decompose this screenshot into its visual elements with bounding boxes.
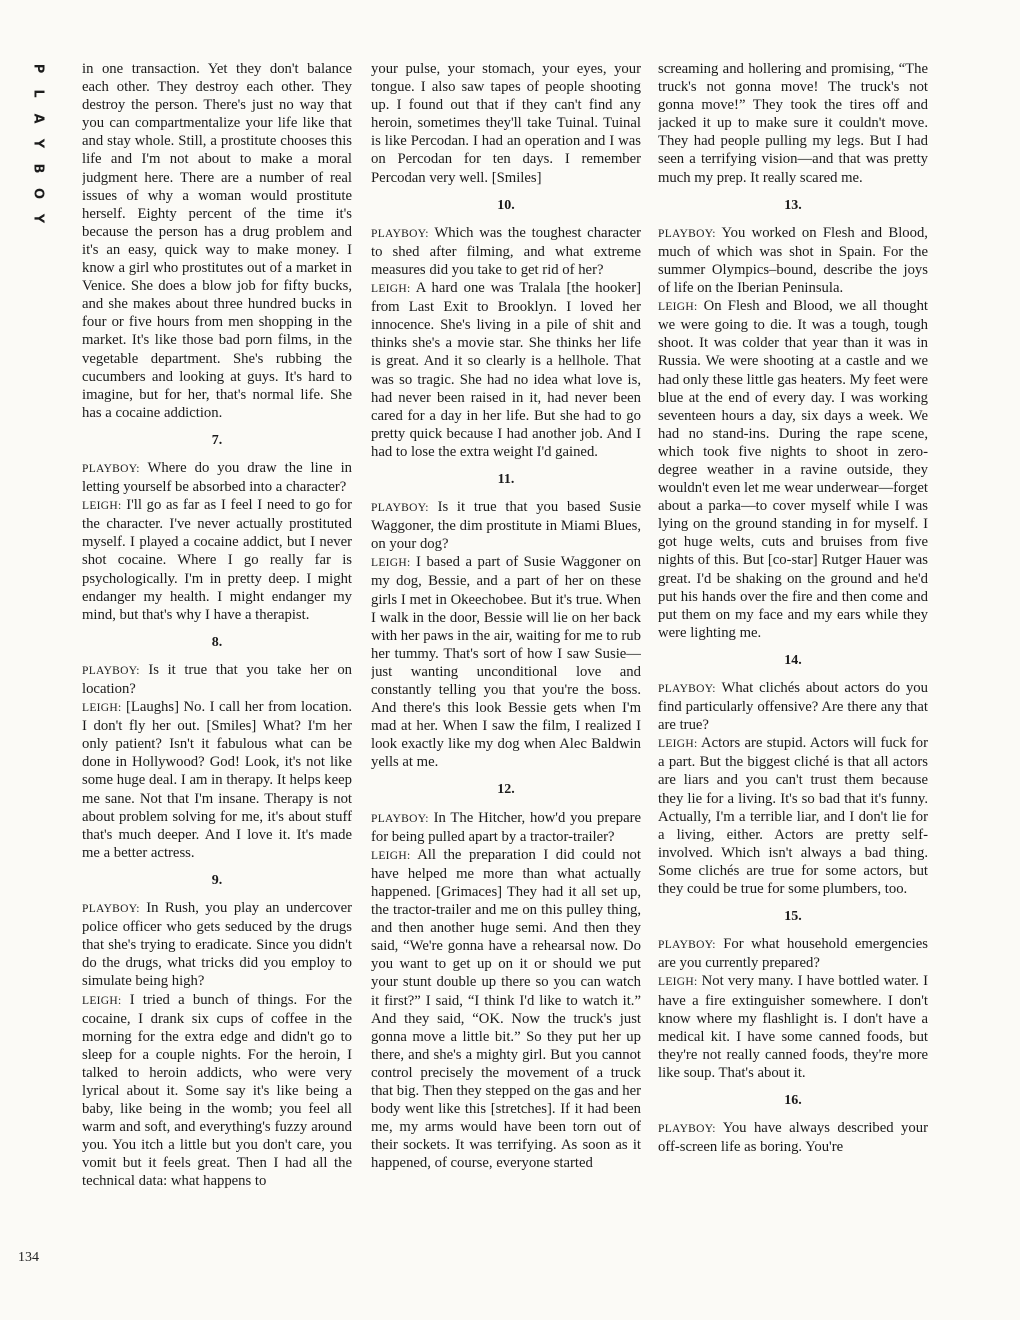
speaker-label: PLAYBOY: <box>658 1123 716 1136</box>
running-head-letter: O <box>30 187 46 200</box>
text-column-2 <box>371 60 641 1275</box>
paragraph-text: Not very many. I have bottled water. I have a fire extinguisher somewhere. I don't know where my flashlight is. I don't have a medical kit. I have some canned foods, but they're not really canned foods, they're more like soup. That's about it. <box>658 973 928 1081</box>
subject-answer <box>658 297 928 642</box>
paragraph-text: I based a part of Susie Waggoner on my dog, Bessie, and a part of her on these girls I met in Okeechobee. But it's true. When I walk in the door, Bessie will lie on her back with her paws in the air, waiting for me to rub her tummy. That's sort of how I saw Susie—just wanting unconditional love and constantly telling you that you're the boss. And there's this look Bessie gets when I'm mad at her. When I saw the film, I realized I look exactly like my dog when Alec Baldwin yells at me. <box>371 554 641 771</box>
speaker-label: LEIGH: <box>371 283 411 296</box>
speaker-label: PLAYBOY: <box>371 812 429 825</box>
paragraph-text: Where do you draw the line in letting yourself be absorbed into a character? <box>82 459 352 496</box>
speaker-label: LEIGH: <box>371 557 411 570</box>
interviewer-question <box>658 1119 928 1156</box>
paragraph-text: What clichés about actors do you find particularly offensive? Are there any that are true? <box>658 680 928 734</box>
speaker-label: LEIGH: <box>82 994 122 1007</box>
text-column-1 <box>82 60 352 1275</box>
paragraph-text: In The Hitcher, how'd you prepare for being pulled apart by a tractor-trailer? <box>371 809 641 845</box>
running-head-letter: Y <box>30 213 46 224</box>
speaker-label: PLAYBOY: <box>658 939 716 952</box>
page-number: 134 <box>18 1250 39 1265</box>
question-number: 12. <box>497 782 515 798</box>
continued-paragraph: in one transaction. Yet they don't balance each other. They destroy each other. They destroy the person. There's just no way that you can compartmentalize your life like that and stay whole. Still, a prostitute chooses this life and I'm not about to make a moral judgment here. There are a number of real issues of why a woman would prostitute herself. Eighty percent of the time it's because the person has a drug problem and it's an easy, quick way to make money. I know a girl who prostitutes out of a market in Venice. She does a blow job for fifty bucks, and she makes about three hundred bucks in four or five hours from men shopping in the market. It's like those bad porn films, in the vegetable department. She's rubbing the cucumbers and looking at guys. It's hard to imagine, but for her, that's normal life. She has a cocaine addiction. <box>82 61 352 421</box>
question-number: 16. <box>784 1092 802 1108</box>
speaker-label: PLAYBOY: <box>371 502 429 515</box>
paragraph-text: Is it true that you take her on location? <box>82 661 352 697</box>
running-head <box>30 56 46 231</box>
paragraph-text: Which was the toughest character to shed after filming, and what extreme measures did you take to get rid of her? <box>371 224 641 278</box>
interviewer-question <box>371 809 641 846</box>
interviewer-question <box>82 459 352 496</box>
question-number: 13. <box>784 197 802 213</box>
speaker-label: PLAYBOY: <box>658 683 716 695</box>
question-number: 9. <box>211 872 223 888</box>
subject-answer <box>658 734 928 898</box>
subject-answer <box>82 698 352 862</box>
speaker-label: PLAYBOY: <box>371 227 429 240</box>
speaker-label: LEIGH: <box>82 500 122 513</box>
interviewer-question <box>658 224 928 297</box>
running-head-letter: A <box>30 113 46 124</box>
interviewer-question <box>658 679 928 734</box>
running-head-letter: B <box>30 163 46 174</box>
question-number: 11. <box>497 471 515 487</box>
speaker-label: LEIGH: <box>371 849 411 862</box>
speaker-label: PLAYBOY: <box>82 462 140 475</box>
interviewer-question <box>658 935 928 972</box>
speaker-label: LEIGH: <box>658 738 698 751</box>
subject-answer <box>82 496 352 624</box>
speaker-label: LEIGH: <box>658 976 698 989</box>
running-head-letter: Y <box>30 138 46 149</box>
interviewer-question <box>82 661 352 698</box>
paragraph-text: Is it true that you based Susie Waggoner, the dim prostitute in Miami Blues, on your dog? <box>371 499 641 553</box>
paragraph-text: A hard one was Tralala [the hooker] from Last Exit to Brooklyn. I loved her innocence. She's living in a pile of shit and thinks she's a movie star. She thinks her life is great. And it so clearly is a hellhole. That was so tragic. She had no idea what love is, had never been raised in it, had never been cared for a day in her life. But she had to go pretty quick because I had another job. And I had to lose the extra weight I'd gained. <box>371 280 641 460</box>
paragraph-text: On Flesh and Blood, we all thought we were going to die. It was a tough, tough shoot. It was colder that year than it was in Russia. We were shooting at a castle and we had only these little gas heaters. My feet were blue at the end of every day. I was working seventeen hours a day, six days a week. We had no stand-ins. During the rape scene, which took five nights to shoot in zero-degree weather in a ravine outside, they wouldn't even let me wear underwear—forget about a parka—to cover myself while I was lying on the ground standing in for myself. I got huge welts, cuts and bruises from five nights of this. But [co-star] Rutger Hauer was great. I'd be shaking on the ground and he'd put his hands over the fire and then come and put them on my face and my ears while they were lighting me. <box>658 298 928 641</box>
paragraph-text: For what household emergencies are you currently prepared? <box>658 936 928 972</box>
paragraph-text: You have always described your off-screen life as boring. You're <box>658 1120 928 1156</box>
continued-paragraph: screaming and hollering and promising, “The truck's not gonna move! The truck's not gonna move!” They took the tires off and jacked it up to make sure it couldn't move. They had people pulling my legs. But I had seen a terrifying vision—and that was pretty much my prep. It really scared me. <box>658 61 928 186</box>
interviewer-question <box>371 498 641 553</box>
paragraph-text: Actors are stupid. Actors will fuck for a part. But the biggest cliché is that all actors are liars and you can't trust them because they lie for a living. It's so bad that it's funny. Actually, I'm a terrible liar, and I don't lie for a living, either. Actors are pretty self-involved. Which isn't always a bad thing. Some clichés are true for some actors, but they could be true for some plumbers, too. <box>658 735 928 898</box>
paragraph-text: I tried a bunch of things. For the cocaine, I drank six cups of coffee in the morning for the extra edge and didn't go to sleep for a couple nights. For the heroin, I talked to heroin addicts, who were very lyrical about it. Some say it's like being a baby, like being in the womb; you feel all warm and soft, and everything's fuzzy around you. You itch a little but you don't care, you vomit but it feels great. Then I had all the technical data: what happens to <box>82 991 352 1190</box>
question-number: 10. <box>497 197 515 213</box>
speaker-label: PLAYBOY: <box>82 664 140 677</box>
paragraph-text: All the preparation I did could not have helped me more than what actually happened. [Grimaces] They had it all set up, the tractor-trailer and me on this pulley thing, and then another huge semi. And then they said, “We're gonna have a rehearsal now. Do you want to get up on it or should we put your stunt double up there so you can watch it first?” I said, “I think I'd like to watch it.” And they said, “OK. Now the truck's just gonna move a little bit.” So they put her up there, and she's a mighty girl. But you cannot control precisely the movement of a truck that big. Then they stepped on the gas and her body went like this [stretches]. If it had been me, my arms would have been torn out of their sockets. It was terrifying. As soon as it happened, of course, everyone started <box>371 846 641 1172</box>
continued-paragraph: your pulse, your stomach, your eyes, your tongue. I also saw tapes of people shooting up. I found out that if they can't find any heroin, sometimes they'll take Tuinal. Tuinal is like Percodan. I had an operation and I was on Percodan for ten days. I remember Percodan very well. [Smiles] <box>371 61 641 186</box>
subject-answer <box>371 279 641 461</box>
question-number: 15. <box>784 909 802 925</box>
interviewer-question <box>371 224 641 279</box>
speaker-label: LEIGH: <box>658 301 698 314</box>
speaker-label: PLAYBOY: <box>82 903 140 916</box>
subject-answer <box>82 991 352 1191</box>
running-head-letter: P <box>30 63 46 74</box>
question-number: 8. <box>211 634 223 650</box>
speaker-label: PLAYBOY: <box>658 227 716 240</box>
subject-answer <box>658 972 928 1082</box>
question-number: 7. <box>211 432 223 448</box>
running-head-letter: L <box>30 89 46 98</box>
paragraph-text: [Laughs] No. I call her from location. I don't fly her out. [Smiles] What? I'm her only patient? Isn't it fabulous what can be done in Hollywood? God! Look, it's not like some huge deal. I am in therapy. It helps keep me sane. Not that I'm insane. Therapy is not about problem solving for me, it's about stuff that's much deeper. And I love it. It's made me a better actress. <box>82 699 352 861</box>
question-number: 14. <box>784 652 802 668</box>
paragraph-text: In Rush, you play an undercover police officer who gets seduced by the drugs that she's trying to eradicate. Since you didn't do the drugs, what tricks did you employ to simulate being high? <box>82 900 352 990</box>
subject-answer <box>371 846 641 1173</box>
speaker-label: LEIGH: <box>82 702 122 715</box>
paragraph-text: I'll go as far as I feel I need to go for the character. I've never actually prostituted myself. I played a cocaine addict, but I never shot cocaine. Where I go really far is psychologically. I'm in pretty deep. I might endanger my health. I might endanger my mind, but that's why I have a therapist. <box>82 497 352 623</box>
subject-answer <box>371 553 641 771</box>
text-column-3 <box>658 60 928 1275</box>
interviewer-question <box>82 899 352 990</box>
paragraph-text: You worked on Flesh and Blood, much of which was shot in Spain. For the summer Olympics–bound, describe the joys of life on the Iberian Peninsula. <box>658 224 928 297</box>
